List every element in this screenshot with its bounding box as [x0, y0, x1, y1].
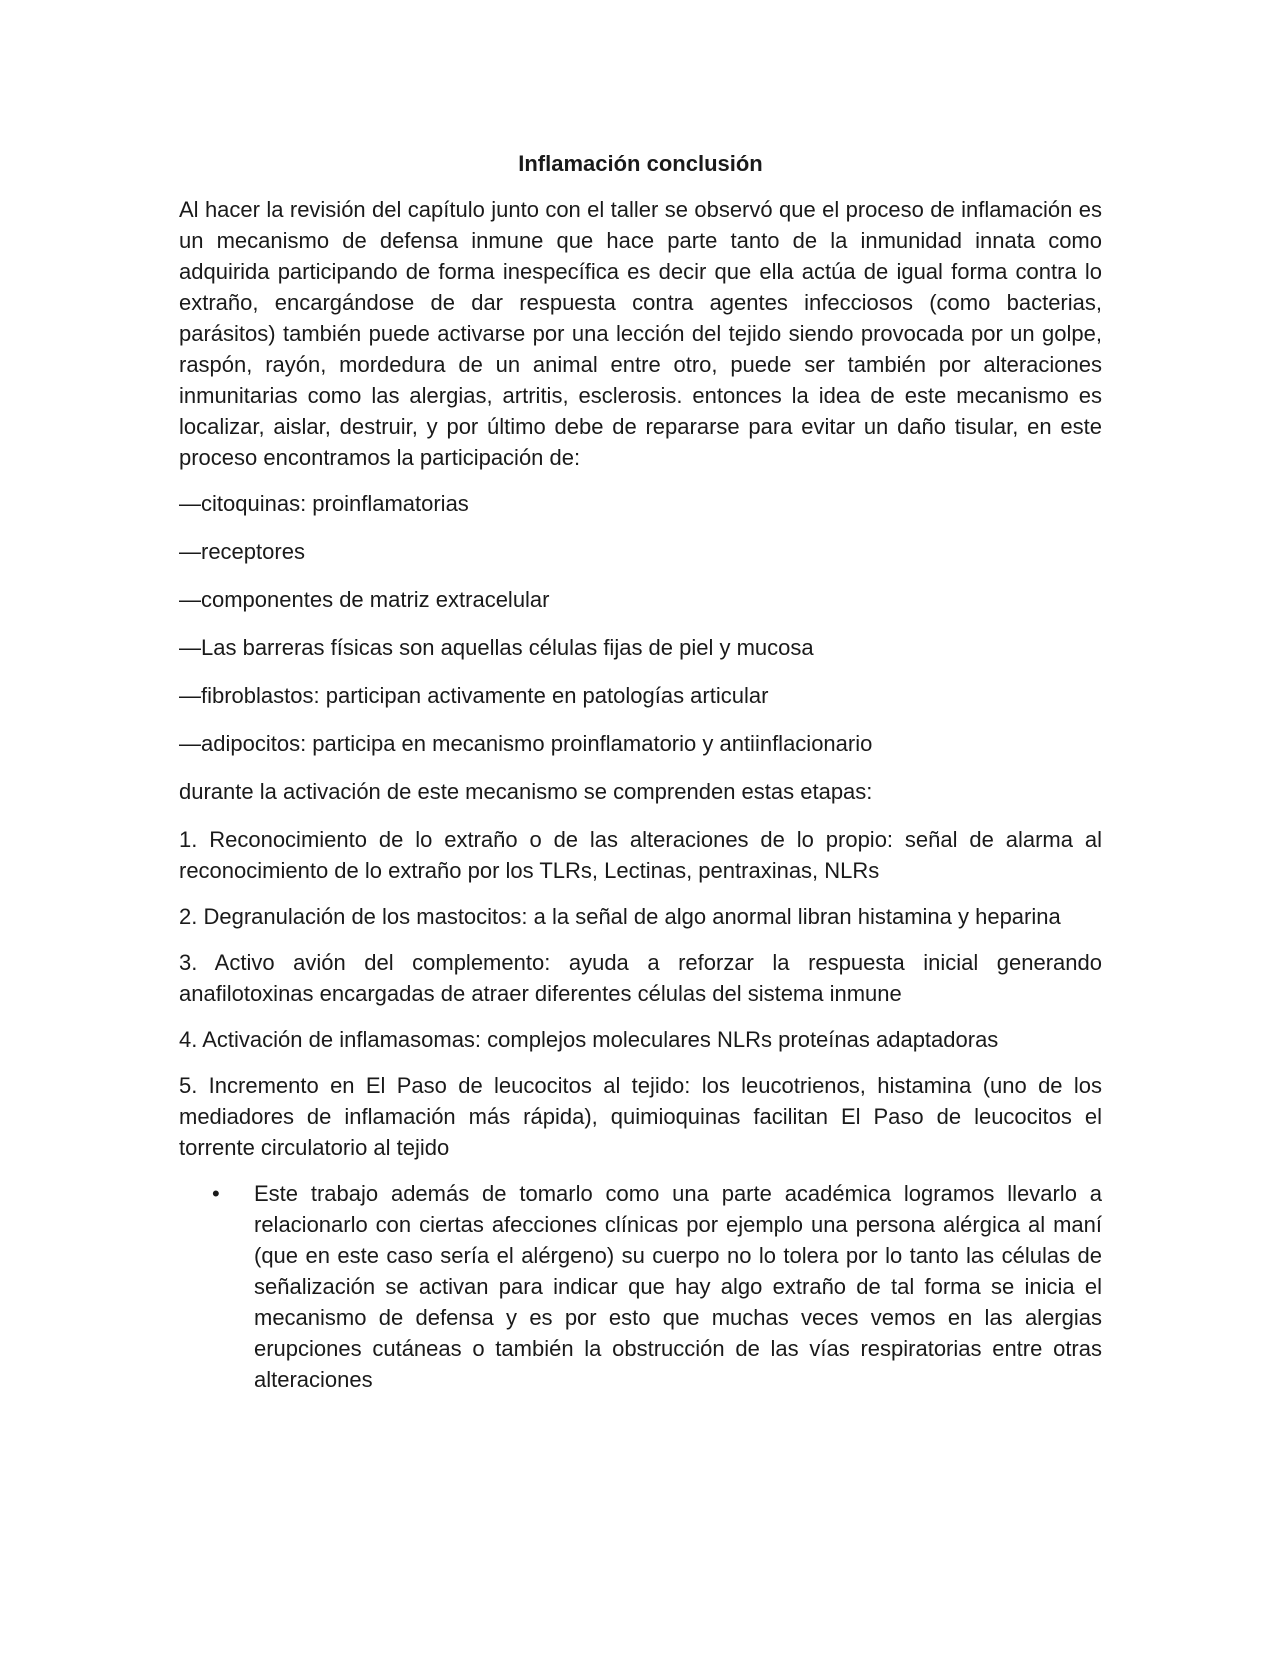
document-title: Inflamación conclusión [518, 151, 763, 176]
participant-item: —adipocitos: participa en mecanismo proinflamatorio y antiinflacionario [179, 731, 873, 756]
participant-item: —componentes de matriz extracelular [179, 587, 550, 612]
stage-item: 5. Incremento en El Paso de leucocitos al tejido: los leucotrienos, histamina (uno de los mediadores de inflamación más rápida), quimioquinas facilitan El Paso de leucocitos el torrente circulatorio al tejido [179, 1073, 1102, 1160]
stage-item: 4. Activación de inflamasomas: complejos moleculares NLRs proteínas adaptadoras [179, 1027, 999, 1052]
participant-item: —Las barreras físicas son aquellas células fijas de piel y mucosa [179, 635, 814, 660]
stage-item: 2. Degranulación de los mastocitos: a la señal de algo anormal libran histamina y heparina [179, 904, 1061, 929]
participant-item: —fibroblastos: participan activamente en patologías articular [179, 683, 769, 708]
stages-intro: durante la activación de este mecanismo se comprenden estas etapas: [179, 779, 873, 804]
stage-item: 3. Activo avión del complemento: ayuda a reforzar la respuesta inicial generando anafilotoxinas encargadas de atraer diferentes células del sistema inmune [179, 950, 1102, 1006]
bullet-text: Este trabajo además de tomarlo como una parte académica logramos llevarlo a relacionarlo con ciertas afecciones clínicas por ejemplo una persona alérgica al maní (que en este caso sería el alérgeno) su cuerpo no lo tolera por lo tanto las células de señalización se activan para indicar que hay algo extraño de tal forma se inicia el mecanismo de defensa y es por esto que muchas veces vemos en las alergias erupciones cutáneas o también la obstrucción de las vías respiratorias entre otras alteraciones [254, 1181, 1102, 1392]
participant-item: —receptores [179, 539, 305, 564]
document-page [179, 148, 1102, 1395]
bullet-icon: • [212, 1181, 220, 1206]
intro-paragraph: Al hacer la revisión del capítulo junto con el taller se observó que el proceso de inflamación es un mecanismo de defensa inmune que hace parte tanto de la inmunidad innata como adquirida participando de forma inespecífica es decir que ella actúa de igual forma contra lo extraño, encargándose de dar respuesta contra agentes infecciosos (como bacterias, parásitos) también puede activarse por una lección del tejido siendo provocada por un golpe, raspón, rayón, mordedura de un animal entre otro, puede ser también por alteraciones inmunitarias como las alergias, artritis, esclerosis. entonces la idea de este mecanismo es localizar, aislar, destruir, y por último debe de repararse para evitar un daño tisular, en este proceso encontramos la participación de: [179, 197, 1102, 470]
bullet-paragraph [179, 1178, 1102, 1395]
stage-item: 1. Reconocimiento de lo extraño o de las alteraciones de lo propio: señal de alarma al reconocimiento de lo extraño por los TLRs, Lectinas, pentraxinas, NLRs [179, 827, 1102, 883]
participant-item: —citoquinas: proinflamatorias [179, 491, 469, 516]
